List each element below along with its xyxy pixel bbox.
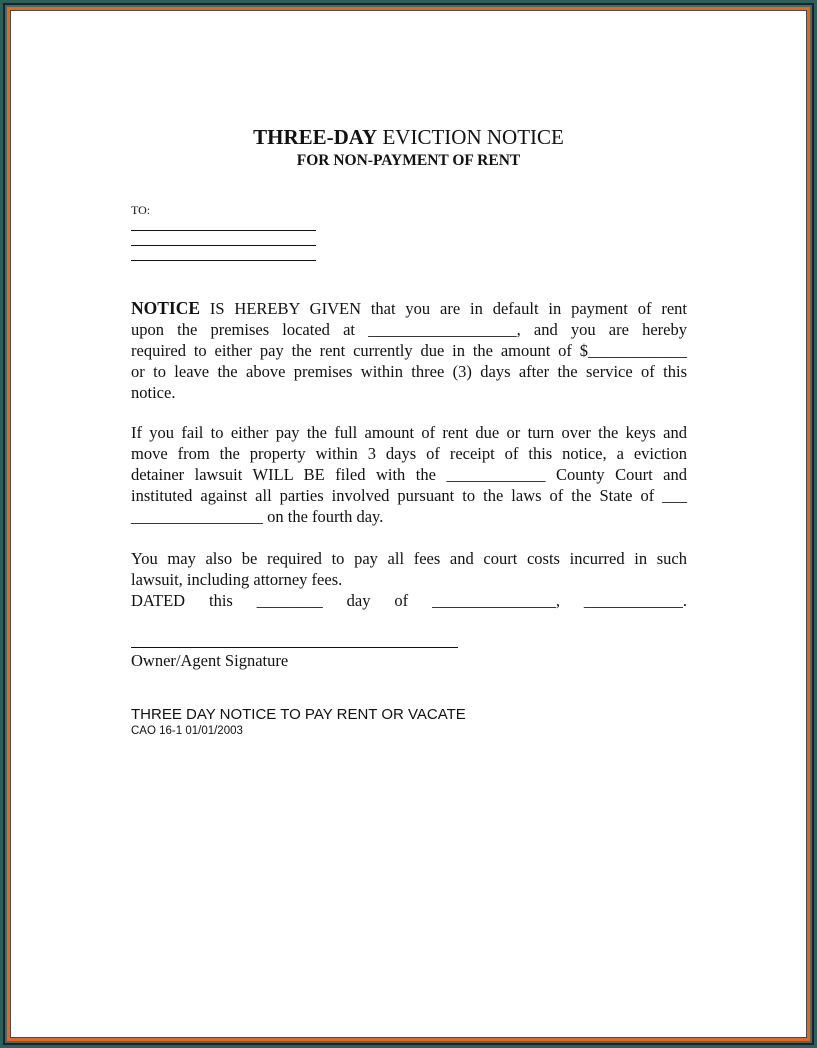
notice-line-1-rest: IS HEREBY GIVEN that you are in default in payment of rent	[200, 299, 687, 318]
footer-code: CAO 16-1 01/01/2003	[131, 725, 243, 737]
notice-line-3: required to either pay the rent currently due in the amount of $____________	[131, 341, 687, 360]
notice-paragraph	[131, 298, 687, 403]
notice-lead-word: NOTICE	[131, 298, 201, 318]
document-title	[11, 125, 806, 150]
notice-line-1	[131, 298, 687, 319]
consequence-line-3: detainer lawsuit WILL BE filed with the ____________ County Court and	[131, 465, 687, 484]
consequence-line-5: ________________ on the fourth day.	[131, 507, 384, 526]
consequence-line-4: instituted against all parties involved pursuant to the laws of the State of ___	[131, 486, 687, 505]
footer-title: THREE DAY NOTICE TO PAY RENT OR VACATE	[131, 706, 466, 723]
document-page	[11, 11, 806, 1037]
to-label: TO:	[131, 203, 151, 217]
consequence-paragraph	[131, 422, 687, 527]
notice-line-4: or to leave the above premises within three (3) days after the service of this	[131, 362, 687, 381]
fees-line-2: lawsuit, including attorney fees.	[131, 570, 343, 589]
address-line-1	[131, 230, 316, 231]
address-line-2	[131, 245, 316, 246]
dated-line: DATED this ________ day of _______________, ____________.	[131, 591, 687, 610]
notice-line-5: notice.	[131, 383, 176, 402]
notice-line-2: upon the premises located at __________________, and you are hereby	[131, 320, 687, 339]
title-bold: THREE-DAY	[253, 125, 378, 149]
consequence-line-2: move from the property within 3 days of receipt of this notice, a eviction	[131, 444, 687, 463]
consequence-line-1: If you fail to either pay the full amount of rent due or turn over the keys and	[131, 423, 687, 442]
signature-label: Owner/Agent Signature	[131, 651, 289, 670]
signature-line	[131, 647, 458, 648]
fees-line-1: You may also be required to pay all fees and court costs incurred in such	[131, 549, 687, 568]
fees-paragraph	[131, 548, 687, 611]
address-line-3	[131, 260, 316, 261]
document-subtitle: FOR NON-PAYMENT OF RENT	[296, 152, 521, 169]
title-rest: EVICTION NOTICE	[377, 125, 564, 149]
